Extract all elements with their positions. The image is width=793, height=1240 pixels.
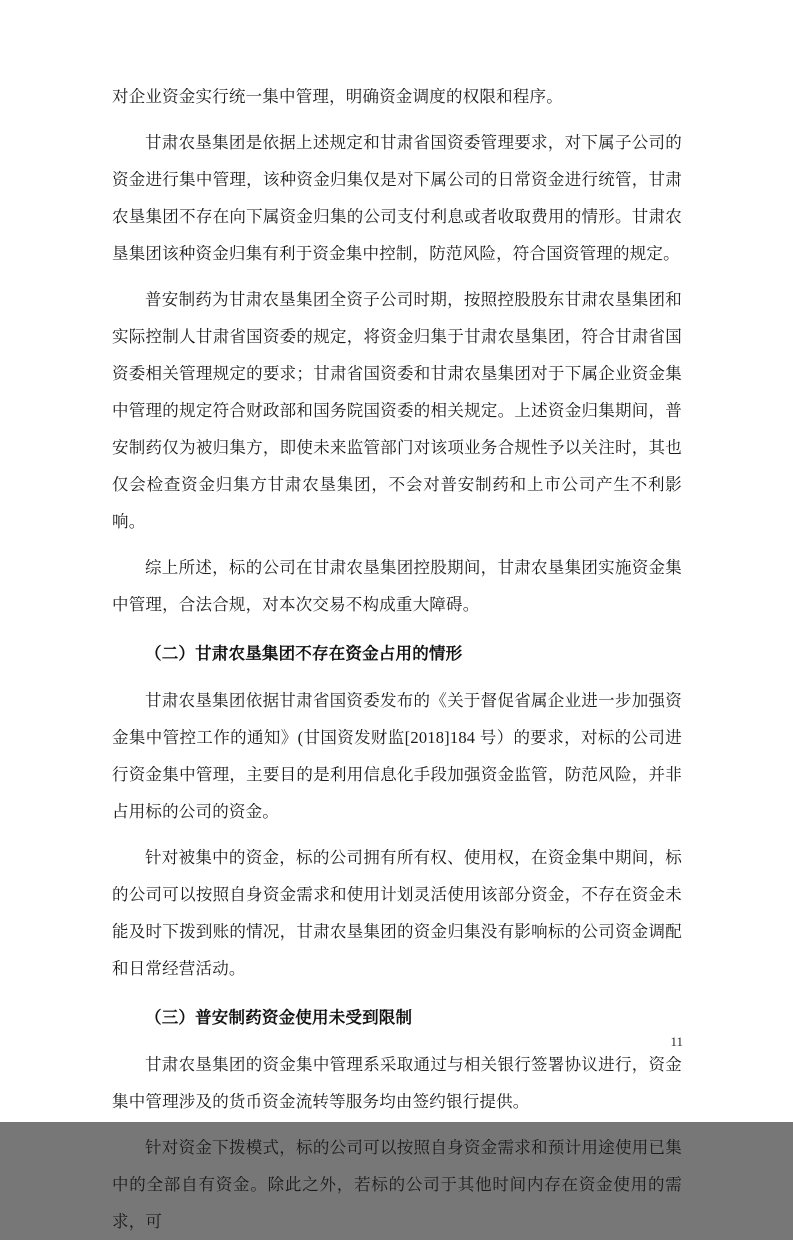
paragraph-spacer: [112, 115, 682, 124]
paragraph-spacer: [112, 830, 682, 839]
document-body: [112, 78, 682, 1240]
page-number: 11: [670, 1034, 683, 1049]
paragraph-spacer: [112, 1120, 682, 1129]
paragraph: 甘肃农垦集团的资金集中管理系采取通过与相关银行签署协议进行，资金集中管理涉及的货币资金流转等服务均由签约银行提供。: [112, 1055, 682, 1111]
paragraph-spacer: [112, 987, 682, 1000]
paragraph: 针对资金下拨模式，标的公司可以按照自身资金需求和预计用途使用已集中的全部自有资金。除此之外，若标的公司于其他时间内存在资金使用的需求，可: [112, 1138, 682, 1231]
paragraph-spacer: [112, 623, 682, 636]
paragraph-spacer: [112, 540, 682, 549]
paragraph: 普安制药为甘肃农垦集团全资子公司时期，按照控股股东甘肃农垦集团和实际控制人甘肃省国资委的规定，将资金归集于甘肃农垦集团，符合甘肃省国资委相关管理规定的要求；甘肃省国资委和甘肃农垦集团对于下属企业资金集中管理的规定符合财政部和国务院国资委的相关规定。上述资金归集期间，普安制药仅为被归集方，即使未来监管部门对该项业务合规性予以关注时，其也仅会检查资金归集方甘肃农垦集团，不会对普安制药和上市公司产生不利影响。: [112, 290, 682, 531]
paragraph-spacer: [112, 673, 682, 682]
paragraph-spacer: [112, 1037, 682, 1046]
paragraph: 甘肃农垦集团依据甘肃省国资委发布的《关于督促省属企业进一步加强资金集中管控工作的通知》(甘国资发财监[2018]184 号）的要求，对标的公司进行资金集中管理，主要目的是利用信息化手段加强资金监管，防范风险，并非占用标的公司的资金。: [112, 691, 682, 821]
paragraph: 对企业资金实行统一集中管理，明确资金调度的权限和程序。: [112, 87, 563, 106]
section-heading: （二）甘肃农垦集团不存在资金占用的情形: [145, 645, 463, 663]
paragraph: 针对被集中的资金，标的公司拥有所有权、使用权，在资金集中期间，标的公司可以按照自身资金需求和使用计划灵活使用该部分资金，不存在资金未能及时下拨到账的情况，甘肃农垦集团的资金归集没有影响标的公司资金调配和日常经营活动。: [112, 848, 682, 978]
paragraph: 综上所述，标的公司在甘肃农垦集团控股期间，甘肃农垦集团实施资金集中管理，合法合规，对本次交易不构成重大障碍。: [112, 558, 682, 614]
paragraph-spacer: [112, 272, 682, 281]
section-heading: （三）普安制药资金使用未受到限制: [145, 1009, 413, 1027]
paragraph: 甘肃农垦集团是依据上述规定和甘肃省国资委管理要求，对下属子公司的资金进行集中管理，该种资金归集仅是对下属公司的日常资金进行统管，甘肃农垦集团不存在向下属资金归集的公司支付利息或者收取费用的情形。甘肃农垦集团该种资金归集有利于资金集中控制，防范风险，符合国资管理的规定。: [112, 133, 682, 263]
